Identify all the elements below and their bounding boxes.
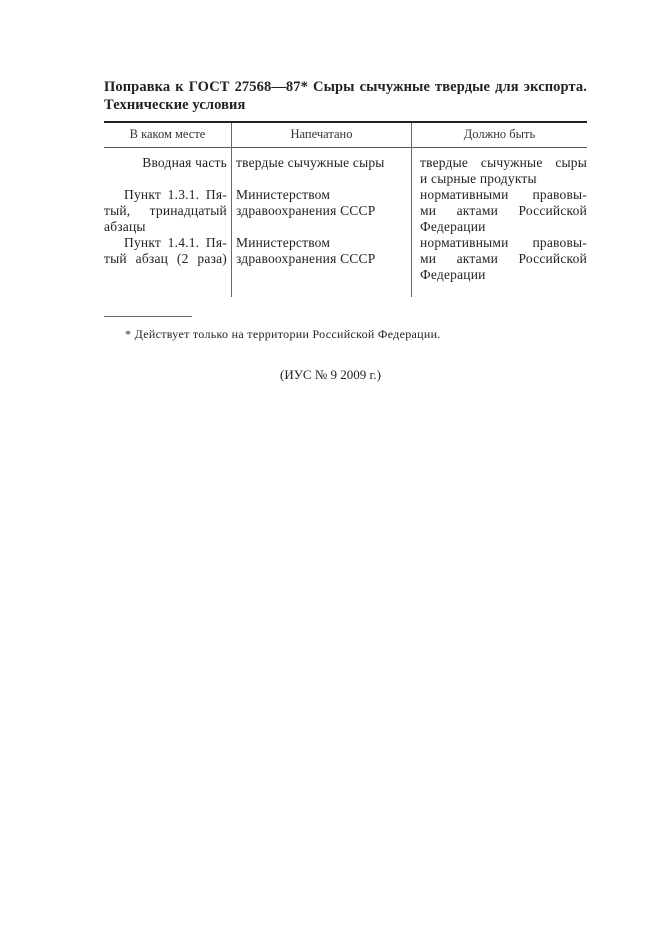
column-header-printed: Напечатано [290, 127, 353, 141]
cell-line: Федерации [420, 219, 486, 234]
cell-line: здравоохранения СССР [236, 203, 376, 218]
cell-line: Пункт 1.3.1. Пя- [124, 187, 227, 202]
source-reference: (ИУС № 9 2009 г.) [280, 367, 381, 382]
cell-line: Вводная часть [142, 155, 227, 170]
cell-line: нормативными правовы- [420, 235, 587, 250]
cell-line: ми актами Российской [420, 251, 587, 266]
table-row-1-place [104, 155, 227, 171]
table-row-2-printed [236, 187, 411, 219]
document-title: Поправка к ГОСТ 27568—87* Сыры сычужные твердые для экспорта. Технические условия [104, 79, 587, 113]
cell-line: ми актами Российской [420, 203, 587, 218]
cell-line: твердые сычужные сыры [236, 155, 385, 170]
table-row-2-should-be [420, 187, 587, 235]
table-top-rule [104, 121, 587, 123]
amendment-table [104, 121, 587, 297]
column-divider [231, 123, 232, 297]
cell-line: твердые сычужные сыры [420, 155, 587, 170]
footnote-rule [104, 316, 192, 317]
footnote: * Действует только на территории Российской Федерации. [125, 327, 441, 341]
table-row-3-printed [236, 235, 411, 267]
cell-line: абзацы [104, 219, 146, 234]
cell-line: Министерством [236, 187, 331, 202]
table-header-rule [104, 147, 587, 148]
column-header-place: В каком месте [129, 127, 206, 141]
cell-line: нормативными правовы- [420, 187, 587, 202]
cell-line: Министерством [236, 235, 331, 250]
table-row-1-printed [236, 155, 411, 171]
cell-line: здравоохранения СССР [236, 251, 376, 266]
table-row-3-place [104, 235, 227, 267]
column-divider [411, 123, 412, 297]
table-row-3-should-be [420, 235, 587, 283]
table-row-1-should-be [420, 155, 587, 187]
cell-line: Федерации [420, 267, 486, 282]
cell-line: тый, тринадцатый [104, 203, 227, 218]
table-row-2-place [104, 187, 227, 235]
column-header-should-be: Должно быть [463, 127, 536, 141]
cell-line: Пункт 1.4.1. Пя- [124, 235, 227, 250]
cell-line: и сырные продукты [420, 171, 537, 186]
cell-line: тый абзац (2 раза) [104, 251, 227, 266]
